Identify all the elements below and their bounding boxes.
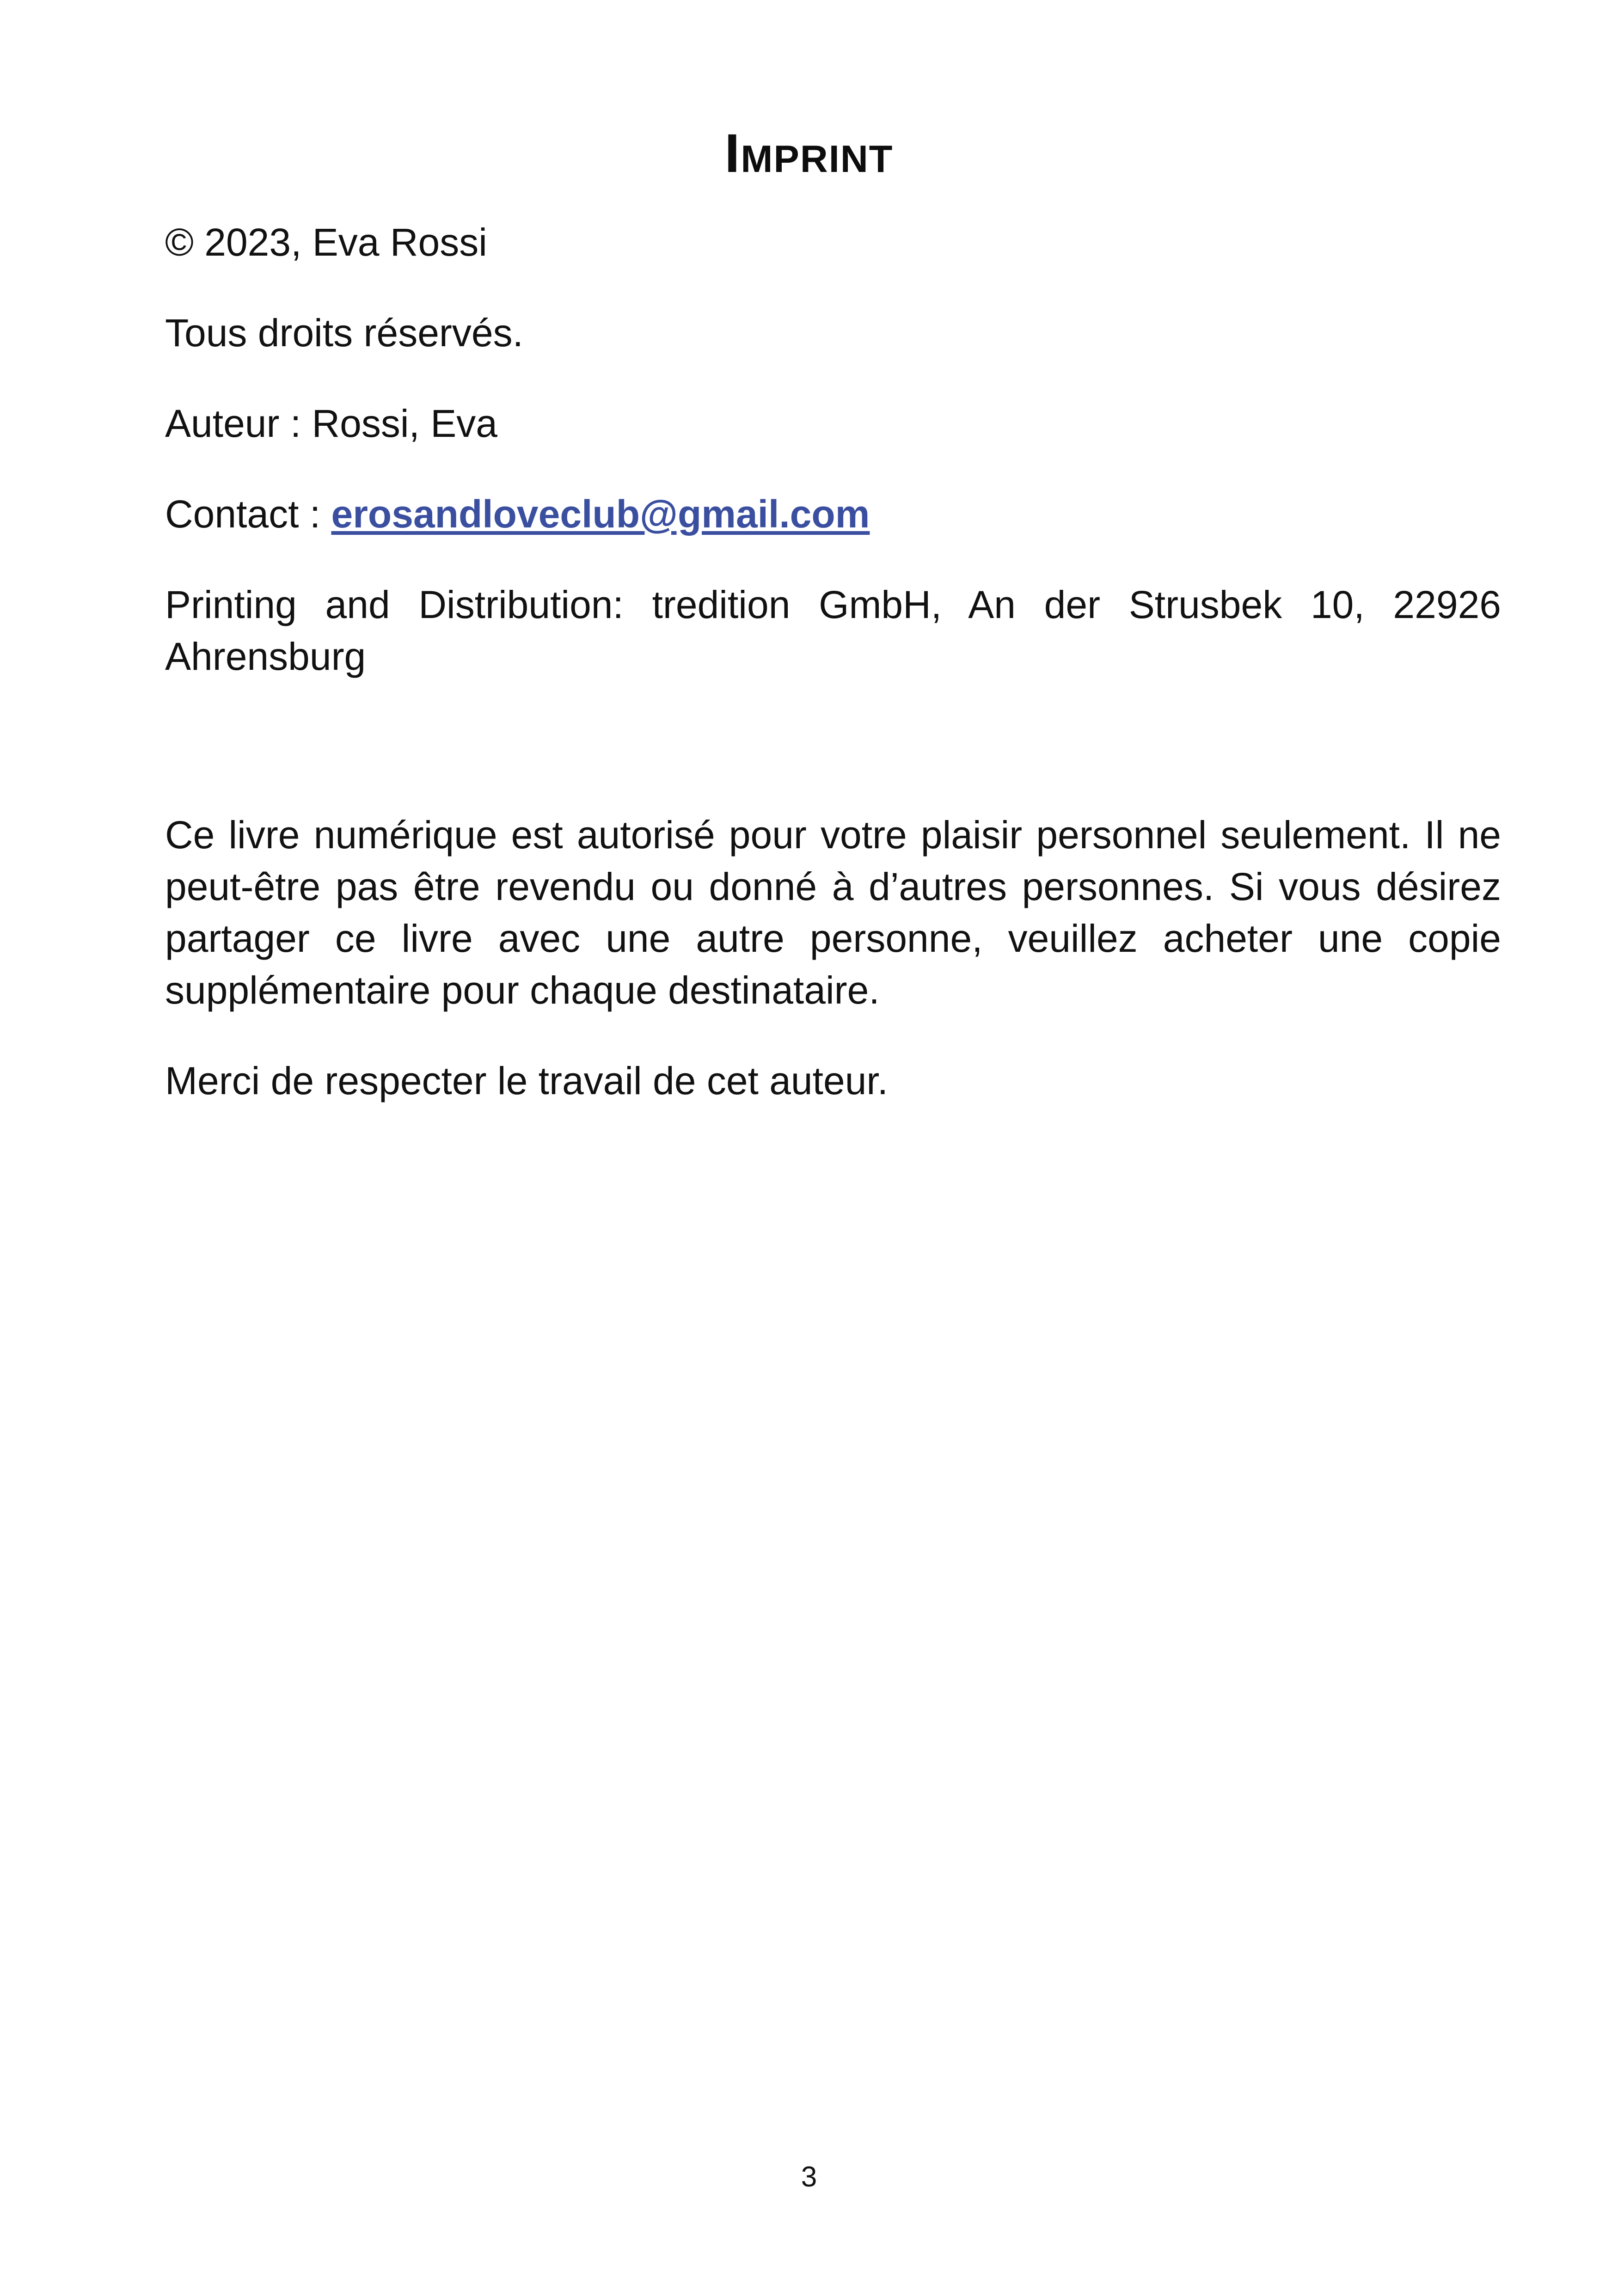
thanks-line: Merci de respecter le travail de cet auteur. [165, 1059, 889, 1102]
section-spacer [165, 721, 1501, 809]
license-paragraph: Ce livre numérique est autorisé pour votre plaisir personnel seulement. Il ne peut-être pas être revendu ou donné à d’autres personnes. Si vous désirez partager ce livre avec une autre personne, veuillez acheter une copie supplémentaire pour chaque destinataire. [165, 813, 1501, 1012]
contact-line [165, 488, 1501, 540]
page-number: 3 [801, 2161, 817, 2193]
imprint-content [165, 216, 1501, 1145]
printing-distribution: Printing and Distribution: tredition GmbH, An der Strusbek 10, 22926 Ahrensburg [165, 583, 1501, 678]
contact-label: Contact : [165, 492, 321, 536]
page-title: Imprint [724, 123, 894, 184]
author-line: Auteur : Rossi, Eva [165, 402, 497, 445]
rights-line: Tous droits réservés. [165, 311, 523, 355]
copyright-line: © 2023, Eva Rossi [165, 220, 487, 264]
contact-email-link[interactable]: erosandloveclub@gmail.com [331, 492, 870, 536]
